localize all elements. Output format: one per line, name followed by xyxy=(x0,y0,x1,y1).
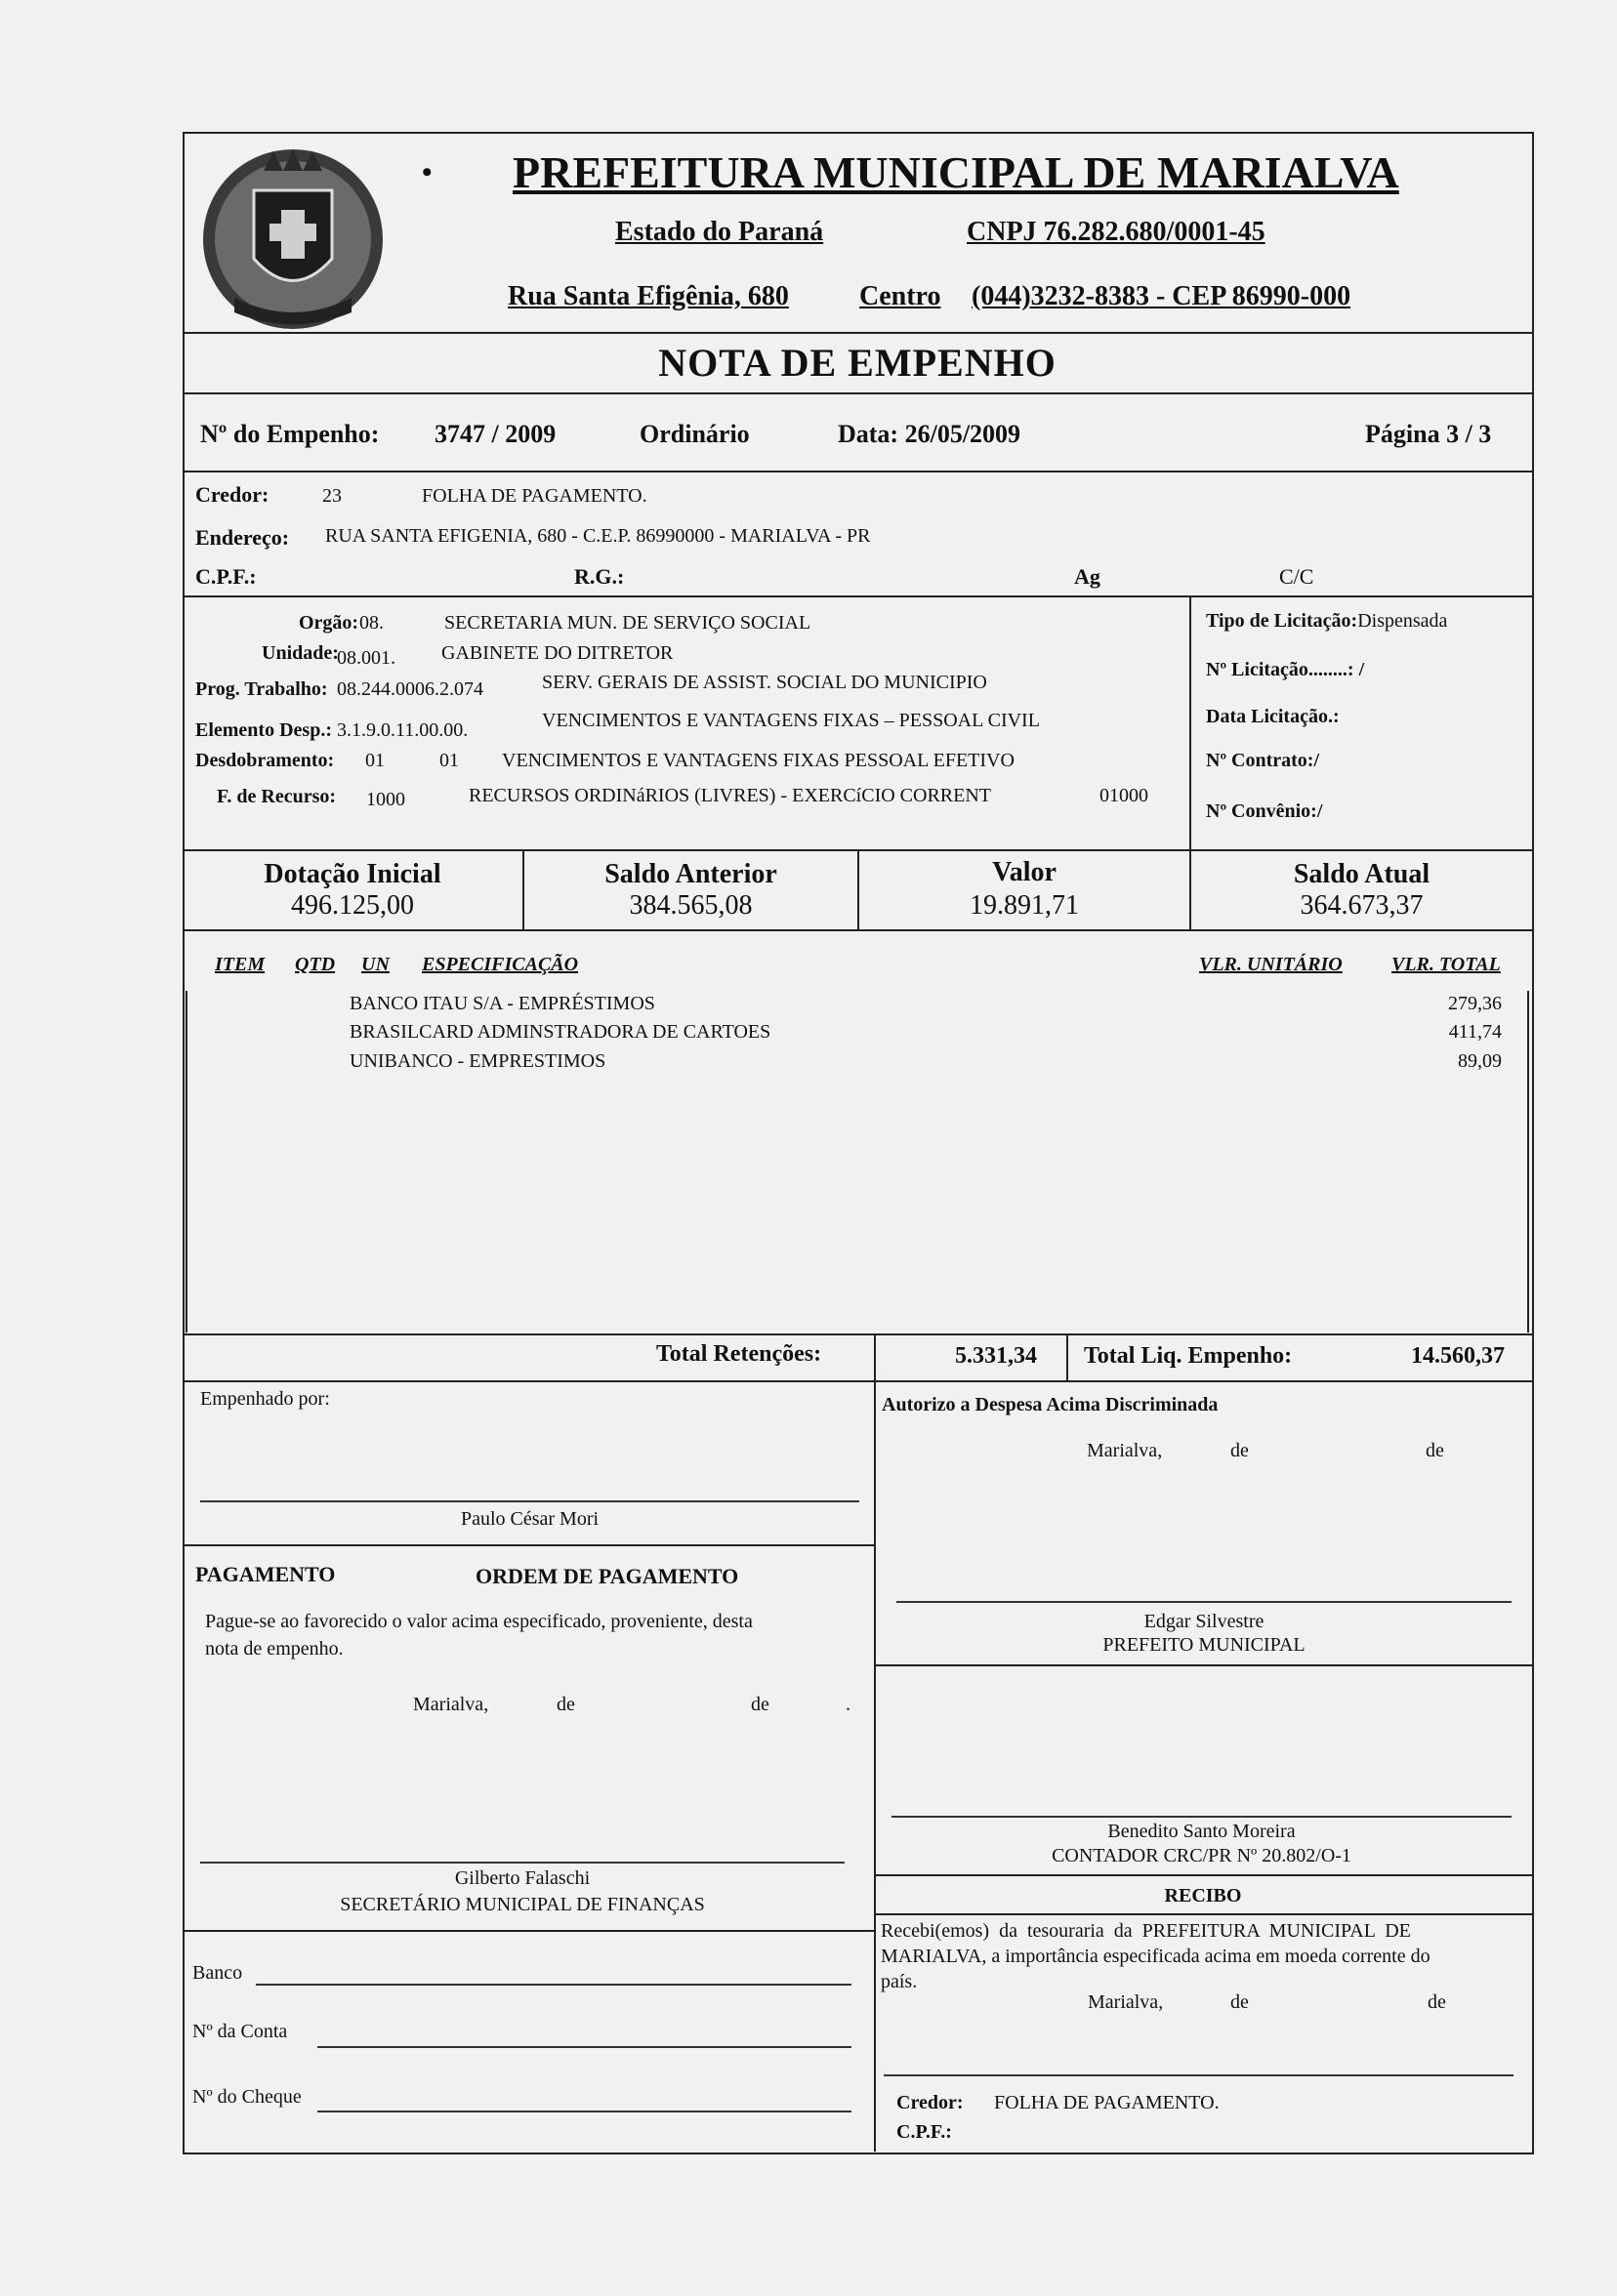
qtd-col-header: QTD xyxy=(295,954,336,975)
ordem-pagamento-label: ORDEM DE PAGAMENTO xyxy=(476,1564,739,1588)
un-col-header: UN xyxy=(361,954,390,975)
contador-signature-line xyxy=(891,1816,1512,1818)
city: Marialva, xyxy=(1087,1440,1163,1461)
banco-label: Banco xyxy=(192,1962,243,1984)
licitacao-data: Data Licitação.: xyxy=(1206,706,1340,727)
document-title: NOTA DE EMPENHO xyxy=(658,341,1057,385)
recurso-extra: 01000 xyxy=(1099,785,1148,806)
vlr-total-col-header: VLR. TOTAL xyxy=(1391,954,1501,975)
dotacao-value: 496.125,00 xyxy=(291,890,414,921)
prefeito-title: PREFEITO MUNICIPAL xyxy=(1102,1634,1306,1656)
item-total: 279,36 xyxy=(1448,993,1502,1014)
contador-title: CONTADOR CRC/PR Nº 20.802/O-1 xyxy=(1052,1845,1351,1866)
conta-label: Nº da Conta xyxy=(192,2021,288,2042)
orgao-desc: SECRETARIA MUN. DE SERVIÇO SOCIAL xyxy=(444,612,811,634)
item-col-header: ITEM xyxy=(215,954,266,975)
ag-label: Ag xyxy=(1074,564,1100,589)
recurso-code: 1000 xyxy=(366,789,405,810)
saldo-atual-value: 364.673,37 xyxy=(1300,890,1424,921)
district-label: Centro xyxy=(859,281,941,311)
liq-empenho-label: Total Liq. Empenho: xyxy=(1084,1343,1293,1369)
date-dot: . xyxy=(846,1694,850,1715)
recibo-divider xyxy=(874,1913,1532,1915)
secretario-signature-line xyxy=(200,1862,845,1864)
item-desc: BRASILCARD ADMINSTRADORA DE CARTOES xyxy=(350,1021,771,1043)
totals-sep-2 xyxy=(1066,1333,1068,1380)
title-divider xyxy=(183,392,1532,394)
retencoes-value: 5.331,34 xyxy=(955,1343,1037,1369)
recibo-date-line xyxy=(1088,1991,1527,2014)
recibo-line1: Recebi(emos) da tesouraria da PREFEITURA MUNICIPAL DE xyxy=(881,1920,1411,1942)
secretario-title: SECRETÁRIO MUNICIPAL DE FINANÇAS xyxy=(340,1894,705,1915)
valor-value: 19.891,71 xyxy=(970,890,1079,921)
liq-empenho-value: 14.560,37 xyxy=(1411,1343,1505,1369)
credor-code: 23 xyxy=(322,485,342,507)
licitacao-contrato: Nº Contrato:/ xyxy=(1206,750,1320,771)
classification-vertical-divider xyxy=(1189,595,1191,851)
empenhado-name: Paulo César Mori xyxy=(460,1508,600,1530)
empenho-number: 3747 / 2009 xyxy=(435,420,557,448)
de: de xyxy=(1428,1991,1446,2013)
unidade-desc: GABINETE DO DITRETOR xyxy=(441,642,674,664)
page-number: Página 3 / 3 xyxy=(1365,420,1492,448)
elemento-label: Elemento Desp.: xyxy=(195,719,332,741)
empenho-type: Ordinário xyxy=(640,420,750,448)
recibo-line2: MARIALVA, a importância especificada acima em moeda corrente do xyxy=(881,1946,1430,1967)
prefeito-signature-line xyxy=(896,1601,1512,1603)
address-label: Endereço: xyxy=(195,525,290,550)
desdobramento-code2: 01 xyxy=(439,750,459,771)
item-desc: UNIBANCO - EMPRESTIMOS xyxy=(350,1050,606,1072)
de: de xyxy=(751,1694,769,1715)
recibo-cpf-label: C.P.F.: xyxy=(896,2121,952,2143)
retencoes-label: Total Retenções: xyxy=(656,1341,822,1367)
pague-se-line2: nota de empenho. xyxy=(205,1638,344,1660)
coat-of-arms-logo xyxy=(195,142,391,337)
header-divider xyxy=(183,332,1532,334)
item-desc: BANCO ITAU S/A - EMPRÉSTIMOS xyxy=(350,993,655,1014)
pagamento-label: PAGAMENTO xyxy=(195,1562,336,1586)
institution-title: PREFEITURA MUNICIPAL DE MARIALVA xyxy=(513,147,1399,197)
street-label: Rua Santa Efigênia, 680 xyxy=(508,281,789,311)
elemento-code: 3.1.9.0.11.00.00. xyxy=(337,719,469,741)
recibo-credor-value: FOLHA DE PAGAMENTO. xyxy=(994,2092,1220,2113)
dotacao-label: Dotação Inicial xyxy=(264,859,441,889)
balances-divider xyxy=(183,929,1532,931)
credor-address: RUA SANTA EFIGENIA, 680 - C.E.P. 86990000 - MARIALVA - PR xyxy=(325,525,871,547)
cnpj-label: CNPJ 76.282.680/0001-45 xyxy=(967,217,1265,247)
cc-label: C/C xyxy=(1279,564,1314,589)
especificacao-col-header: ESPECIFICAÇÃO xyxy=(422,954,579,975)
totals-bottom-divider xyxy=(183,1380,1532,1382)
state-label: Estado do Paraná xyxy=(615,217,824,247)
cpf-label: C.P.F.: xyxy=(195,564,257,589)
contador-name: Benedito Santo Moreira xyxy=(1107,1821,1296,1842)
autorizo-date-line xyxy=(1087,1440,1526,1462)
credor-name: FOLHA DE PAGAMENTO. xyxy=(422,485,647,507)
header-bullet: • xyxy=(422,156,433,188)
desdobramento-label: Desdobramento: xyxy=(195,750,335,771)
recurso-label: F. de Recurso: xyxy=(217,786,337,807)
desdobramento-desc: VENCIMENTOS E VANTAGENS FIXAS PESSOAL EFETIVO xyxy=(502,750,1015,771)
recibo-signature-line xyxy=(884,2074,1513,2076)
cheque-input-line[interactable] xyxy=(317,2111,851,2112)
unidade-code: 08.001. xyxy=(337,647,395,669)
elemento-desc: VENCIMENTOS E VANTAGENS FIXAS – PESSOAL CIVIL xyxy=(542,710,1040,731)
empenho-divider xyxy=(183,471,1532,472)
pagamento-date-line xyxy=(413,1694,862,1716)
vlr-unitario-col-header: VLR. UNITÁRIO xyxy=(1199,954,1343,975)
totals-sep-1 xyxy=(874,1333,876,1380)
desdobramento-code1: 01 xyxy=(365,750,385,771)
signature-center-divider xyxy=(874,1380,876,2152)
conta-input-line[interactable] xyxy=(317,2046,851,2048)
contador-divider xyxy=(874,1874,1532,1876)
empenhado-signature-line xyxy=(200,1500,859,1502)
valor-label: Valor xyxy=(992,857,1057,887)
saldo-anterior-value: 384.565,08 xyxy=(629,890,753,921)
items-left-border xyxy=(186,991,187,1332)
prog-code: 08.244.0006.2.074 xyxy=(337,678,483,700)
recurso-desc: RECURSOS ORDINáRIOS (LIVRES) - EXERCíCIO CORRENT xyxy=(469,785,992,806)
credor-divider xyxy=(183,595,1532,597)
city: Marialva, xyxy=(413,1694,489,1715)
pagamento-divider xyxy=(183,1544,876,1546)
credor-label: Credor: xyxy=(195,482,270,507)
recibo-title: RECIBO xyxy=(1164,1885,1242,1906)
secretario-name: Gilberto Falaschi xyxy=(454,1867,591,1889)
licitacao-tipo: Tipo de Licitação:Dispensada xyxy=(1206,610,1448,632)
unidade-label: Unidade: xyxy=(262,642,339,664)
de: de xyxy=(1230,1991,1249,2013)
de: de xyxy=(557,1694,575,1715)
empenho-date: Data: 26/05/2009 xyxy=(838,420,1021,448)
prefeito-divider xyxy=(874,1664,1532,1666)
pague-se-line1: Pague-se ao favorecido o valor acima especificado, proveniente, desta xyxy=(205,1611,753,1632)
empenhado-por-label: Empenhado por: xyxy=(200,1388,330,1410)
licitacao-convenio: Nº Convênio:/ xyxy=(1206,800,1323,822)
rg-label: R.G.: xyxy=(574,564,625,589)
cheque-label: Nº do Cheque xyxy=(192,2086,302,2108)
city: Marialva, xyxy=(1088,1991,1164,2013)
de: de xyxy=(1230,1440,1249,1461)
autorizo-label: Autorizo a Despesa Acima Discriminada xyxy=(882,1394,1219,1415)
banco-divider xyxy=(183,1930,876,1932)
empenho-label: Nº do Empenho: xyxy=(200,420,380,448)
orgao-label: Orgão: xyxy=(299,612,359,634)
saldo-anterior-label: Saldo Anterior xyxy=(604,859,777,889)
item-total: 89,09 xyxy=(1458,1050,1502,1072)
totals-top-divider xyxy=(183,1333,1532,1335)
prog-label: Prog. Trabalho: xyxy=(195,678,328,700)
prog-desc: SERV. GERAIS DE ASSIST. SOCIAL DO MUNICIPIO xyxy=(542,672,987,693)
licitacao-numero: Nº Licitação........: / xyxy=(1206,659,1365,680)
orgao-code: 08. xyxy=(359,612,384,634)
recibo-credor-label: Credor: xyxy=(896,2092,964,2113)
de: de xyxy=(1426,1440,1444,1461)
prefeito-name: Edgar Silvestre xyxy=(1143,1611,1265,1632)
saldo-atual-label: Saldo Atual xyxy=(1293,859,1430,889)
phone-cep-label: (044)3232-8383 - CEP 86990-000 xyxy=(972,281,1351,311)
banco-input-line[interactable] xyxy=(256,1984,851,1986)
recibo-line3: país. xyxy=(881,1971,918,1992)
item-total: 411,74 xyxy=(1448,1021,1502,1043)
items-right-border xyxy=(1527,991,1529,1332)
